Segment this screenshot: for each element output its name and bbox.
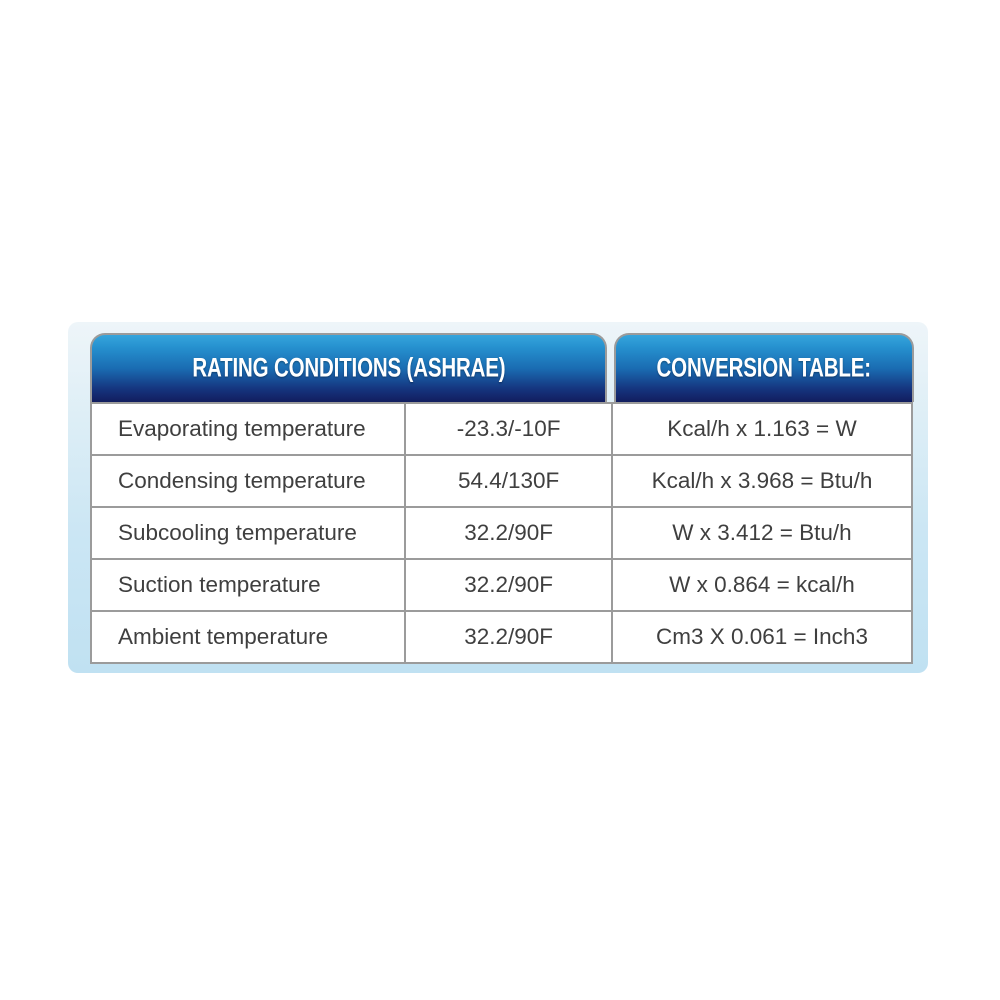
- conversion-formula: Kcal/h x 3.968 = Btu/h: [612, 455, 912, 507]
- condition-value: 32.2/90F: [405, 559, 612, 611]
- condition-label: Suction temperature: [91, 559, 405, 611]
- condition-label: Subcooling temperature: [91, 507, 405, 559]
- conversion-formula: W x 3.412 = Btu/h: [612, 507, 912, 559]
- table-row: [91, 455, 912, 507]
- table-row: [91, 507, 912, 559]
- rating-conditions-header: [90, 333, 607, 402]
- condition-value: 54.4/130F: [405, 455, 612, 507]
- table-row: [91, 403, 912, 455]
- rating-conditions-table: [90, 402, 913, 664]
- conversion-formula: Cm3 X 0.061 = Inch3: [612, 611, 912, 663]
- condition-label: Evaporating temperature: [91, 403, 405, 455]
- condition-value: 32.2/90F: [405, 507, 612, 559]
- condition-value: 32.2/90F: [405, 611, 612, 663]
- rating-conditions-header-label: RATING CONDITIONS (ASHRAE): [191, 352, 506, 384]
- condition-label: Condensing temperature: [91, 455, 405, 507]
- condition-value: -23.3/-10F: [405, 403, 612, 455]
- condition-label: Ambient temperature: [91, 611, 405, 663]
- table-row: [91, 611, 912, 663]
- table-row: [91, 559, 912, 611]
- conversion-table-header-label: CONVERSION TABLE:: [656, 352, 872, 384]
- conversion-table-header: [614, 333, 914, 402]
- conversion-formula: Kcal/h x 1.163 = W: [612, 403, 912, 455]
- rating-conditions-panel: [68, 322, 928, 673]
- conversion-formula: W x 0.864 = kcal/h: [612, 559, 912, 611]
